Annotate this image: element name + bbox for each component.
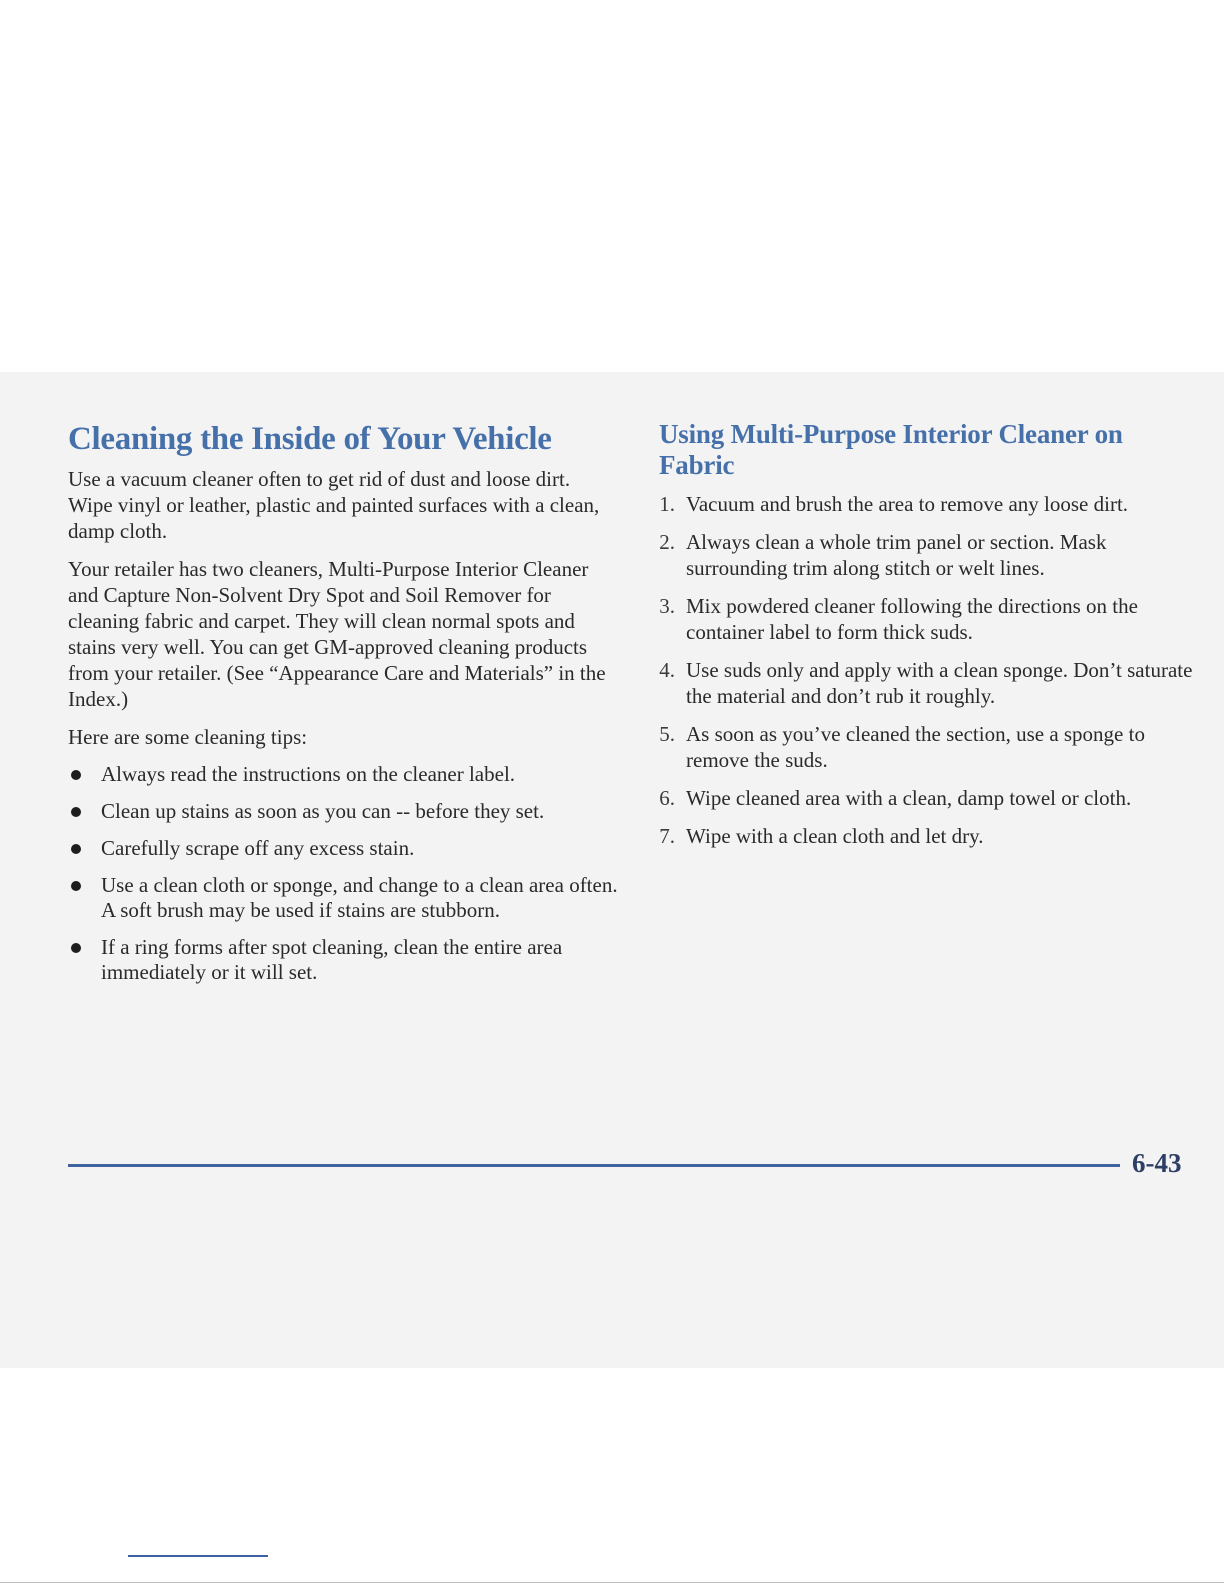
step-item [659, 785, 1204, 811]
cleaning-tips-list [68, 762, 618, 985]
step-text: Vacuum and brush the area to remove any loose dirt. [686, 492, 1129, 516]
step-number: 5. [659, 722, 675, 746]
page-number: 6-43 [1132, 1148, 1182, 1178]
step-number: 1. [659, 492, 675, 516]
left-column [68, 420, 618, 997]
step-number: 4. [659, 658, 675, 682]
section-title-multi-purpose-cleaner: Using Multi-Purpose Interior Cleaner on Fabric [659, 419, 1123, 480]
bullet-icon [71, 881, 81, 891]
step-number: 3. [659, 594, 675, 618]
step-text: Mix powdered cleaner following the directions on the container label to form thick suds. [686, 594, 1138, 644]
step-text: Wipe cleaned area with a clean, damp towel or cloth. [686, 786, 1132, 810]
tip-text: Use a clean cloth or sponge, and change to a clean area often. A soft brush may be used if stains are stubborn. [101, 873, 618, 922]
tip-item [68, 799, 618, 824]
step-text: As soon as you’ve cleaned the section, use a sponge to remove the suds. [686, 722, 1145, 772]
step-text: Use suds only and apply with a clean sponge. Don’t saturate the material and don’t rub it roughly. [686, 658, 1193, 708]
bullet-icon [71, 770, 81, 780]
tip-text: If a ring forms after spot cleaning, clean the entire area immediately or it will set. [101, 935, 563, 984]
step-number: 6. [659, 786, 675, 810]
step-item [659, 593, 1204, 645]
intro-paragraph: Use a vacuum cleaner often to get rid of dust and loose dirt. Wipe vinyl or leather, plastic and painted surfaces with a clean, damp cloth. [68, 467, 600, 543]
cleaning-steps-list [659, 491, 1204, 849]
tip-text: Always read the instructions on the cleaner label. [101, 762, 516, 786]
step-item [659, 721, 1204, 773]
tip-item [68, 873, 618, 923]
scan-edge-line [0, 1582, 1224, 1583]
retailer-cleaners-paragraph: Your retailer has two cleaners, Multi-Purpose Interior Cleaner and Capture Non-Solvent Dry Spot and Soil Remover for cleaning fabric and carpet. They will clean normal spots and stains very well. You can get GM-approved cleaning products from your retailer. (See “Appearance Care and Materials” in the Index.) [68, 557, 606, 711]
tip-item [68, 836, 618, 861]
step-text: Wipe with a clean cloth and let dry. [686, 824, 984, 848]
tip-item [68, 762, 618, 787]
bullet-icon [71, 807, 81, 817]
section-title-cleaning-inside: Cleaning the Inside of Your Vehicle [68, 421, 552, 457]
step-item [659, 529, 1204, 581]
bullet-icon [71, 943, 81, 953]
bullet-icon [71, 844, 81, 854]
footer-rule [68, 1164, 1120, 1167]
tip-text: Carefully scrape off any excess stain. [101, 836, 415, 860]
step-text: Always clean a whole trim panel or section. Mask surrounding trim along stitch or welt lines. [686, 530, 1107, 580]
manual-page [0, 372, 1224, 1368]
step-number: 7. [659, 824, 675, 848]
step-item [659, 657, 1204, 709]
tip-text: Clean up stains as soon as you can -- before they set. [101, 799, 545, 823]
tips-intro: Here are some cleaning tips: [68, 725, 308, 749]
step-number: 2. [659, 530, 675, 554]
right-column [659, 419, 1204, 861]
step-item [659, 823, 1204, 849]
tip-item [68, 935, 618, 985]
step-item [659, 491, 1204, 517]
bottom-small-rule [128, 1555, 268, 1557]
